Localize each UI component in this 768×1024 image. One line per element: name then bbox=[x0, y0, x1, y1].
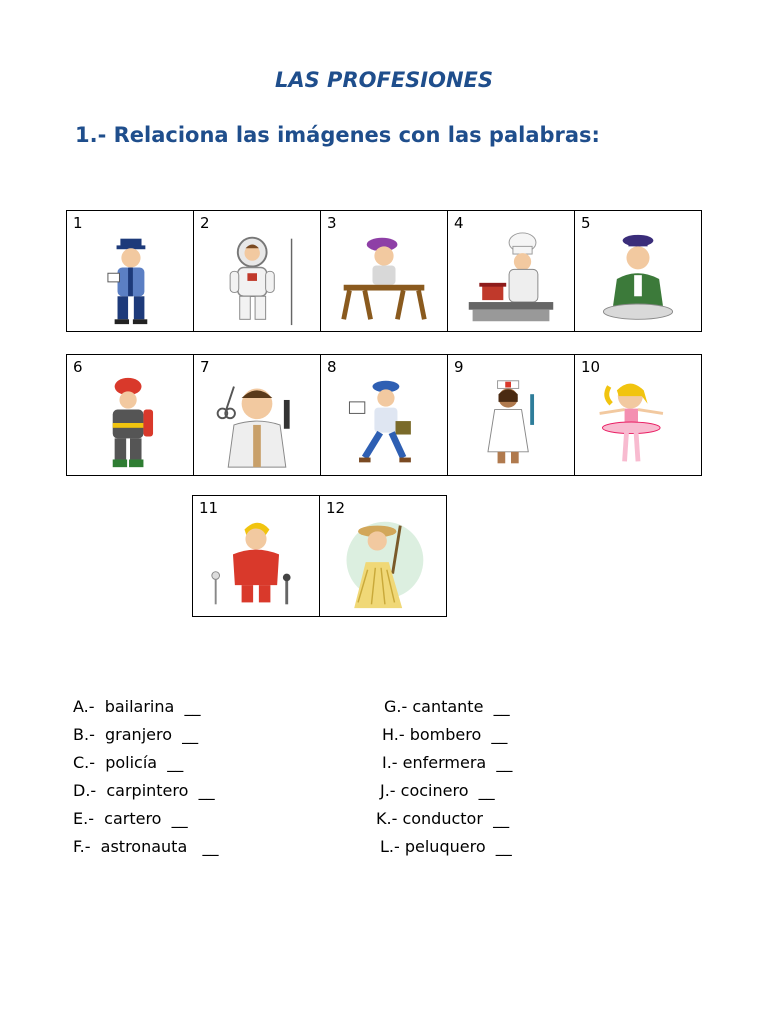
image-cell-7 bbox=[194, 355, 321, 476]
mail-carrier-icon bbox=[334, 375, 434, 471]
option-c: C.- policía __ bbox=[73, 753, 184, 772]
driver-icon bbox=[588, 231, 688, 327]
cell-number: 5 bbox=[581, 214, 591, 232]
option-k: K.- conductor __ bbox=[376, 809, 510, 828]
image-cell-3 bbox=[321, 211, 448, 332]
cell-number: 9 bbox=[454, 358, 464, 376]
option-j: J.- cocinero __ bbox=[380, 781, 495, 800]
nurse-icon bbox=[461, 375, 561, 471]
option-l: L.- peluquero __ bbox=[380, 837, 512, 856]
cell-number: 11 bbox=[199, 499, 219, 517]
option-i: I.- enfermera __ bbox=[382, 753, 513, 772]
cook-icon bbox=[461, 231, 561, 327]
image-grid-row-2 bbox=[66, 354, 702, 476]
option-g: G.- cantante __ bbox=[384, 697, 510, 716]
cell-number: 4 bbox=[454, 214, 464, 232]
carpenter-icon bbox=[334, 231, 434, 327]
cell-number: 7 bbox=[200, 358, 210, 376]
cell-number: 12 bbox=[326, 499, 346, 517]
singer-icon bbox=[206, 516, 306, 612]
cell-number: 3 bbox=[327, 214, 337, 232]
image-grid-row-3 bbox=[192, 495, 447, 617]
cell-number: 10 bbox=[581, 358, 601, 376]
astronaut-icon bbox=[207, 231, 307, 327]
exercise-instruction: 1.- Relaciona las imágenes con las palabras: bbox=[75, 123, 600, 147]
cell-number: 6 bbox=[73, 358, 83, 376]
image-cell-8 bbox=[321, 355, 448, 476]
image-cell-12 bbox=[320, 496, 447, 617]
cell-number: 2 bbox=[200, 214, 210, 232]
hairdresser-icon bbox=[207, 375, 307, 471]
option-b: B.- granjero __ bbox=[73, 725, 199, 744]
image-cell-1 bbox=[67, 211, 194, 332]
cell-number: 8 bbox=[327, 358, 337, 376]
page-title: LAS PROFESIONES bbox=[274, 68, 493, 92]
image-cell-10 bbox=[575, 355, 702, 476]
option-a: A.- bailarina __ bbox=[73, 697, 201, 716]
image-grid-row-1 bbox=[66, 210, 702, 332]
image-cell-11 bbox=[193, 496, 320, 617]
farmer-icon bbox=[333, 516, 433, 612]
option-h: H.- bombero __ bbox=[382, 725, 508, 744]
option-f: F.- astronauta __ bbox=[73, 837, 219, 856]
option-e: E.- cartero __ bbox=[73, 809, 188, 828]
ballerina-icon bbox=[588, 375, 688, 471]
image-cell-4 bbox=[448, 211, 575, 332]
image-cell-2 bbox=[194, 211, 321, 332]
image-cell-6 bbox=[67, 355, 194, 476]
option-d: D.- carpintero __ bbox=[73, 781, 215, 800]
police-officer-icon bbox=[80, 231, 180, 327]
image-cell-5 bbox=[575, 211, 702, 332]
firefighter-icon bbox=[80, 375, 180, 471]
cell-number: 1 bbox=[73, 214, 83, 232]
image-cell-9 bbox=[448, 355, 575, 476]
